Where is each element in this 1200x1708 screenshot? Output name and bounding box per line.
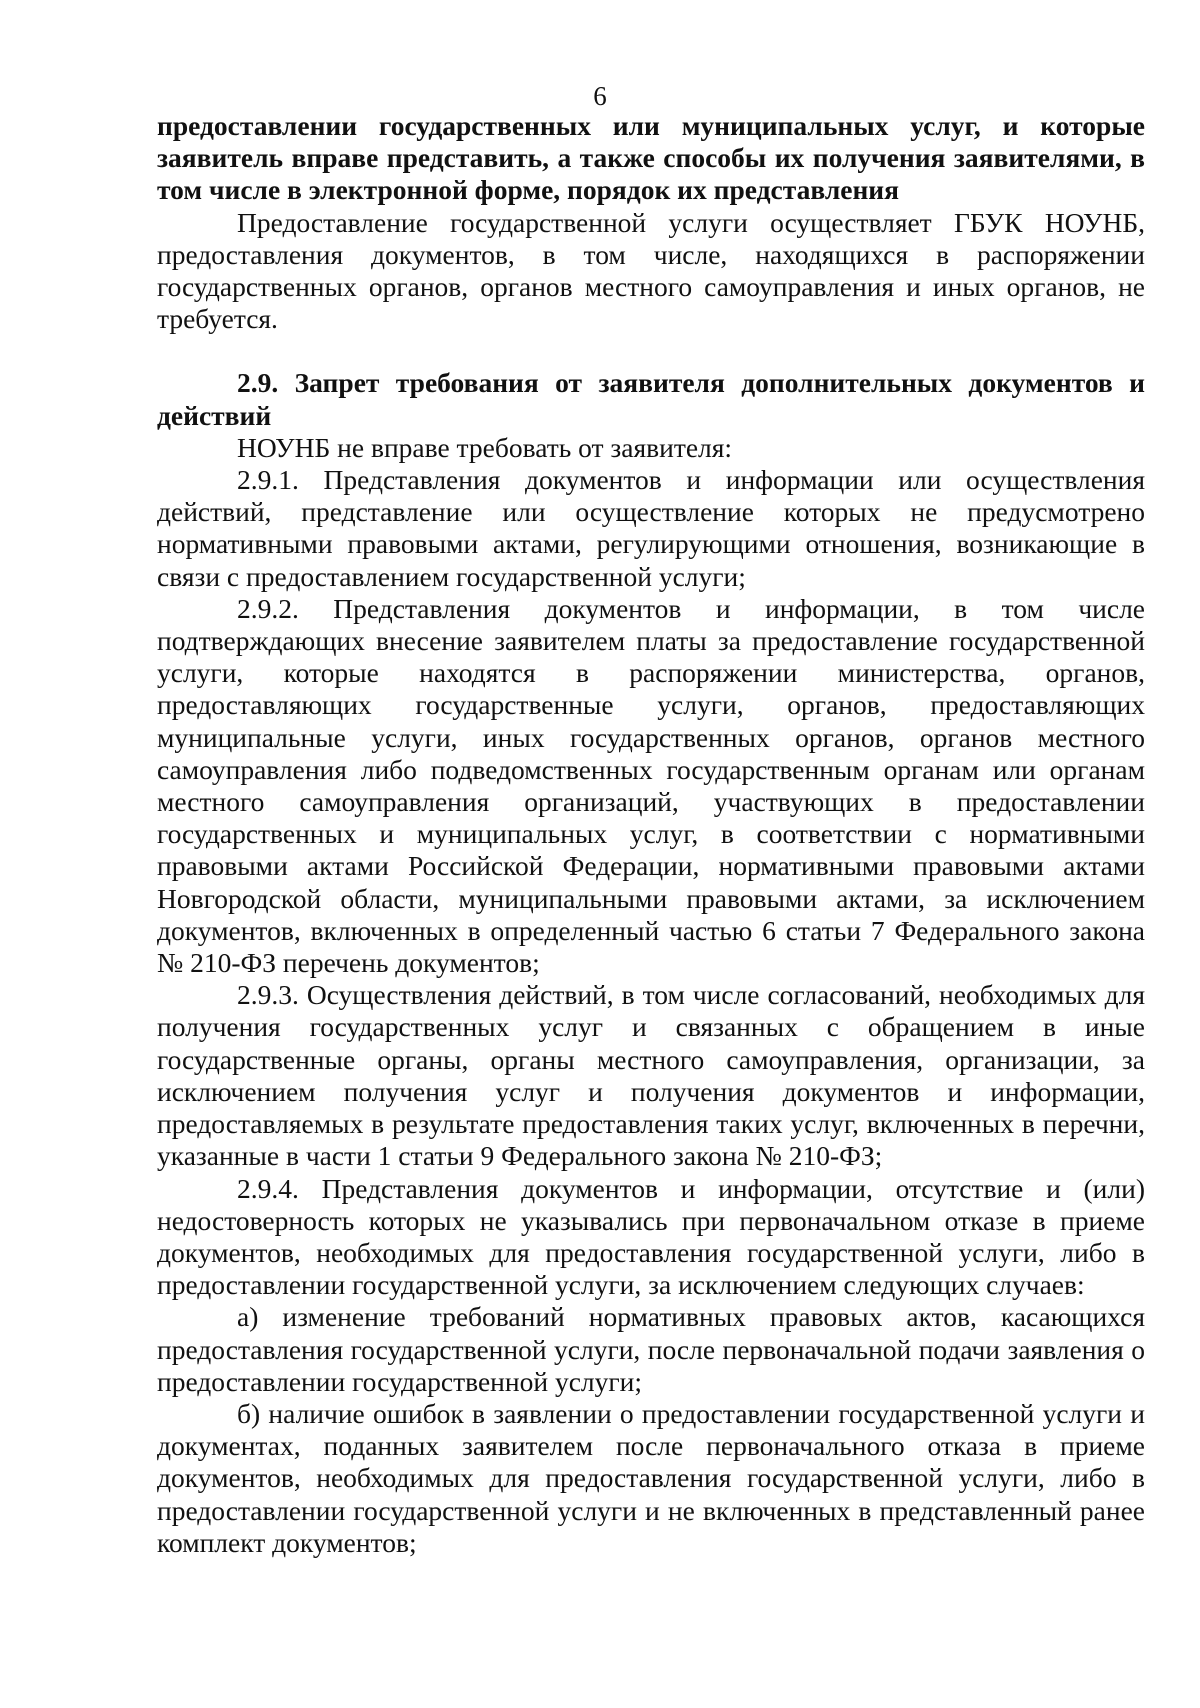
section-lead: НОУНБ не вправе требовать от заявителя: [237,431,733,463]
sub-item-a: а) изменение требований нормативных правовых актов, касающихся предоставления государственной услуги, после первоначальной подачи заявления о предоставлении государственной услуги; [157,1301,1145,1397]
item-2-9-3: 2.9.3. Осуществления действий, в том числе согласований, необходимых для получения государственных услуг и связанных с обращением в иные государственные органы, органы местного самоуправления, организации, за исключением получения услуг и получения документов и информации, предоставляемых в результате предоставления таких услуг, включенных в перечни, указанные в части 1 статьи 9 Федерального закона № 210-ФЗ; [157,979,1145,1172]
document-body [157,110,1145,1559]
page-number: 6 [593,81,607,111]
item-2-9-1: 2.9.1. Представления документов и информации или осуществления действий, представление или осуществление которых не предусмотрено нормативными правовыми актами, регулирующими отношения, возникающие в связи с предоставлением государственной услуги; [157,464,1145,592]
item-2-9-4: 2.9.4. Представления документов и информации, отсутствие и (или) недостоверность которых не указывались при первоначальном отказе в приеме документов, необходимых для предоставления государственной услуги, либо в предоставлении государственной услуги, за исключением следующих случаев: [157,1172,1145,1301]
sub-item-b: б) наличие ошибок в заявлении о предоставлении государственной услуги и документах, поданных заявителем после первоначального отказа в приеме документов, необходимых для предоставления государственной услуги, либо в предоставлении государственной услуги и не включенных в представленный ранее комплект документов; [157,1397,1145,1558]
intro-paragraph: Предоставление государственной услуги осуществляет ГБУК НОУНБ, предоставления документов, в том числе, находящихся в распоряжении государственных органов, органов местного самоуправления и иных органов, не требуется. [157,206,1145,335]
item-2-9-2: 2.9.2. Представления документов и информации, в том числе подтверждающих внесение заявителем платы за предоставление государственной услуги, которые находятся в распоряжении министерства, органов, предоставляющих государственные услуги, органов, предоставляющих муниципальные услуги, иных государственных органов, органов местного самоуправления либо подведомственных государственным органам или органам местного самоуправления организаций, участвующих в предоставлении государственных и муниципальных услуг, в соответствии с нормативными правовыми актами Российской Федерации, нормативными правовыми актами Новгородской области, муниципальными правовыми актами, за исключением документов, включенных в определенный частью 6 статьи 7 Федерального закона № 210-ФЗ перечень документов; [157,592,1145,979]
intro-heading: предоставлении государственных или муниципальных услуг, и которые заявитель вправе представить, а также способы их получения заявителями, в том числе в электронной форме, порядок их представления [157,110,1145,206]
section-heading: 2.9. Запрет требования от заявителя дополнительных документов и действий [157,367,1145,431]
